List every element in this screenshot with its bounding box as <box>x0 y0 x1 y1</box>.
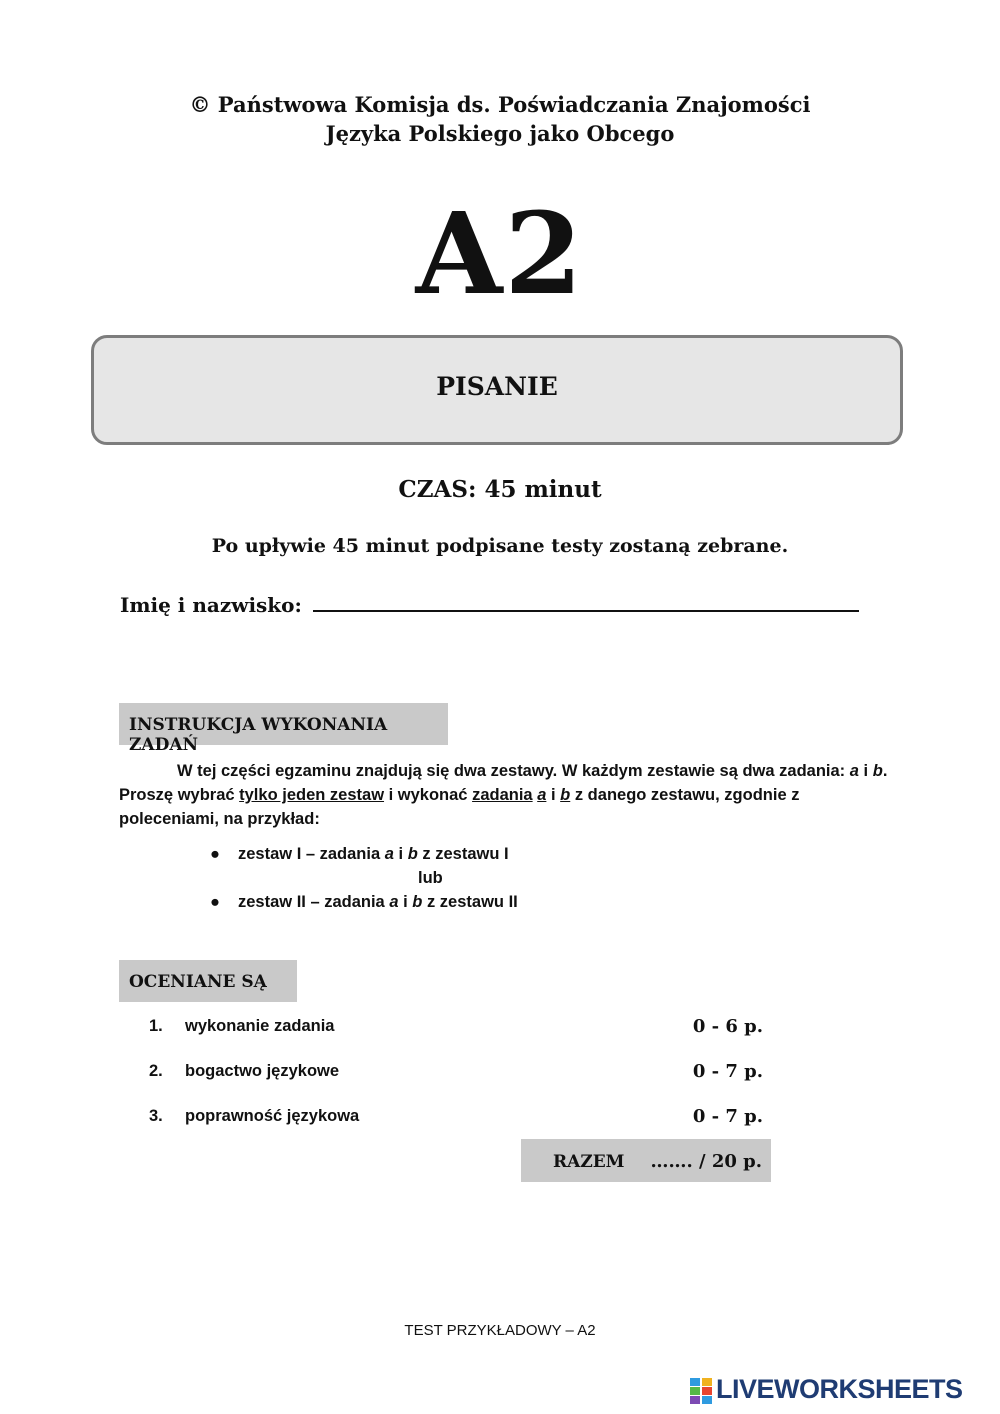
total-label: RAZEM <box>553 1152 625 1172</box>
bullet-icon: ● <box>210 845 220 863</box>
collection-note: Po upływie 45 minut podpisane testy zostaną zebrane. <box>211 535 789 557</box>
criterion-points: 0 - 7 p. <box>692 1061 763 1082</box>
criterion-row: 2. bogactwo językowe <box>149 1062 340 1080</box>
section-title-box <box>91 335 903 445</box>
page-footer: TEST PRZYKŁADOWY – A2 <box>404 1322 596 1339</box>
header-line-2: Języka Polskiego jako Obcego <box>325 121 675 146</box>
underline-tasks: zadania <box>472 786 533 804</box>
scoring-heading-box <box>119 960 297 1002</box>
name-row <box>120 592 859 617</box>
liveworksheets-brand <box>690 1374 990 1408</box>
name-input-line[interactable] <box>313 592 859 612</box>
instructions-paragraph: W tej części egzaminu znajdują się dwa zestawy. W każdym zestawie są dwa zadania: a i b. Proszę wybrać tylko jeden zestaw i wykonać zadania a i b z danego zestawu, zgodnie z poleceniami, na przykład: <box>119 762 888 828</box>
scoring-heading: OCENIANE SĄ <box>129 972 267 992</box>
liveworksheets-logo-icon <box>690 1378 712 1404</box>
total-score-box <box>521 1139 771 1182</box>
exam-level: A2 <box>415 189 585 320</box>
criterion-points: 0 - 6 p. <box>692 1016 763 1037</box>
exam-time: CZAS: 45 minut <box>398 476 602 503</box>
list-item: ● zestaw II – zadania a i b z zestawu II <box>210 890 518 914</box>
underline-only-one-set: tylko jeden zestaw <box>239 786 385 804</box>
set-options-list <box>210 842 518 914</box>
criterion-row: 3. poprawność językowa <box>149 1107 360 1125</box>
header-line-1: © Państwowa Komisja ds. Poświadczania Znajomości <box>189 92 811 117</box>
exam-authority-header <box>0 90 1000 148</box>
list-item: ● zestaw I – zadania a i b z zestawu I <box>210 842 518 866</box>
total-score-field[interactable]: ……. / 20 p. <box>650 1151 762 1172</box>
instructions-heading: INSTRUKCJA WYKONANIA ZADAŃ <box>129 715 388 755</box>
criterion-points: 0 - 7 p. <box>692 1106 763 1127</box>
instructions-heading-box <box>119 703 448 755</box>
brand-text: LIVEWORKSHEETS <box>716 1374 963 1404</box>
name-label: Imię i nazwisko: <box>120 593 302 617</box>
or-separator: lub <box>418 869 443 887</box>
section-title: PISANIE <box>436 372 558 401</box>
criterion-row: 1. wykonanie zadania <box>149 1017 335 1035</box>
bullet-icon: ● <box>210 893 220 911</box>
